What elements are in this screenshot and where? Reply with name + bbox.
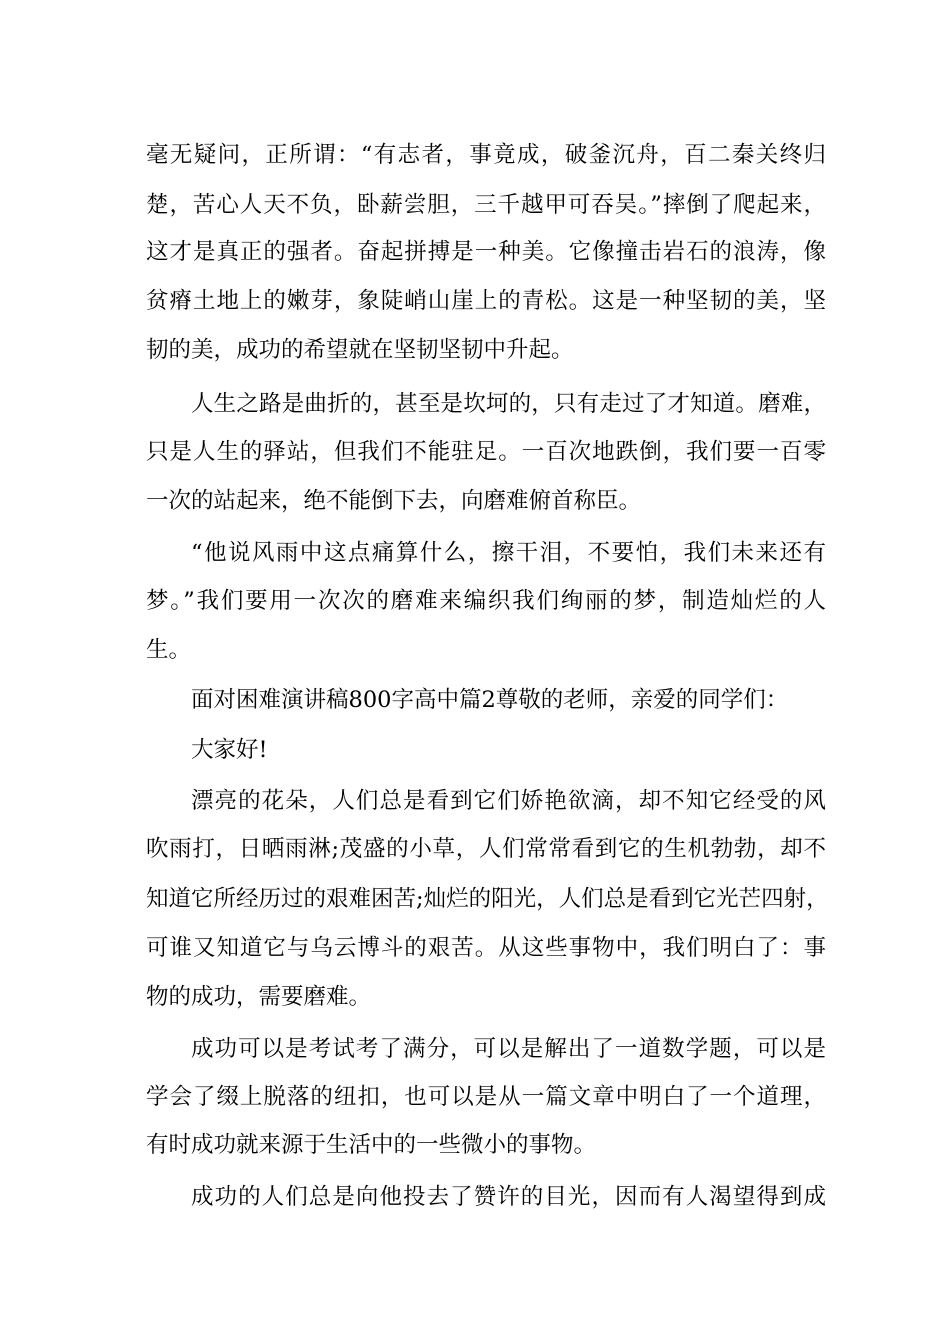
text-line: 韧的美，成功的希望就在坚韧坚韧中升起。 [146,337,574,363]
text-line: 生。 [146,637,192,663]
text-line: 知道它所经历过的艰难困苦;灿烂的阳光，人们总是看到它光芒四射， [146,886,829,912]
text-line: 有时成功就来源于生活中的一些微小的事物。 [146,1132,597,1158]
text-line: 梦。”我们要用一次次的磨难来编织我们绚丽的梦，制造灿烂的人 [146,588,826,614]
text-line: 这才是真正的强者。奋起拼搏是一种美。它像撞击岩石的浪涛，像 [146,239,826,265]
text-line: 学会了缀上脱落的纽扣，也可以是从一篇文章中明白了一个道理， [146,1084,826,1110]
text-line: 漂亮的花朵，人们总是看到它们娇艳欲滴，却不知它经受的风 [191,788,826,814]
text-line: 吹雨打，日晒雨淋;茂盛的小草，人们常常看到它的生机勃勃，却不 [146,836,826,862]
text-line: 楚，苦心人天不负，卧薪尝胆，三千越甲可吞吴。”摔倒了爬起来， [146,192,826,218]
text-line: “他说风雨中这点痛算什么，擦干泪，不要怕，我们未来还有 [191,540,826,566]
text-line: 贫瘠土地上的嫩芽，象陡峭山崖上的青松。这是一种坚韧的美，坚 [146,288,826,314]
text-line: 成功的人们总是向他投去了赞许的目光，因而有人渴望得到成 [191,1184,826,1210]
text-line: 可谁又知道它与乌云博斗的艰苦。从这些事物中，我们明白了：事 [146,935,826,961]
section-heading: 面对困难演讲稿800字高中篇2尊敬的老师，亲爱的同学们： [191,687,789,713]
text-line: 物的成功，需要磨难。 [146,984,372,1010]
text-line: 人生之路是曲折的，甚至是坎坷的，只有走过了才知道。磨难， [191,391,826,417]
text-line: 成功可以是考试考了满分，可以是解出了一道数学题，可以是 [191,1036,826,1062]
text-line: 毫无疑问，正所谓：“有志者，事竟成，破釜沉舟，百二秦关终归 [146,142,826,168]
text-line: 一次的站起来，绝不能倒下去，向磨难俯首称臣。 [146,488,642,514]
greeting: 大家好! [191,737,268,763]
text-line: 只是人生的驿站，但我们不能驻足。一百次地跌倒，我们要一百零 [146,439,826,465]
